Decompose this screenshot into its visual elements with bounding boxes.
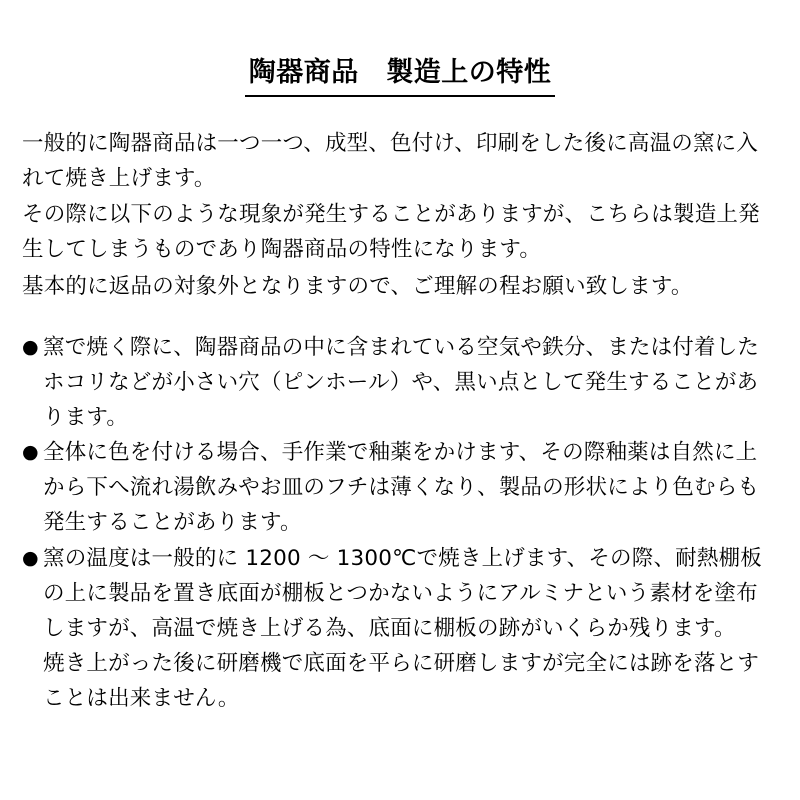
intro-section xyxy=(22,127,778,305)
bullet-marker-icon: ● xyxy=(22,335,39,358)
list-item-text: 全体に色を付ける場合、手作業で釉薬をかけます、その際釉薬は自然に上から下へ流れ湯飲みやお皿のフチは薄くなり、製品の形状により色むらも発生することがあります。 xyxy=(43,440,760,536)
list-item xyxy=(22,542,778,646)
list-item xyxy=(22,331,778,435)
page-title: 陶器商品 製造上の特性 xyxy=(245,56,556,97)
page-title-wrap xyxy=(22,56,778,97)
list-item-text: 窯の温度は一般的に 1200 〜 1300℃で焼き上げます、その際、耐熱棚板の上に製品を置き底面が棚板とつかないようにアルミナという素材を塗布しますが、高温で焼き上げる為、底面に棚板の跡がいくらか残ります。 xyxy=(43,545,762,641)
intro-paragraph-3: 基本的に返品の対象外となりますので、ご理解の程お願い致します。 xyxy=(22,274,693,300)
intro-paragraph-2: その際に以下のような現象が発生することがありますが、こちらは製造上発生してしまうものであり陶器商品の特性になります。 xyxy=(22,202,760,263)
bullet-list xyxy=(22,331,778,717)
bullet-marker-icon: ● xyxy=(22,441,39,464)
bullet-marker-icon: ● xyxy=(22,546,39,569)
intro-paragraph-1: 一般的に陶器商品は一つ一つ、成型、色付け、印刷をした後に高温の窯に入れて焼き上げます。 xyxy=(22,130,759,191)
closing-paragraph: 焼き上がった後に研磨機で底面を平らに研磨しますが完全には跡を落とすことは出来ません。 xyxy=(43,651,760,712)
list-item xyxy=(22,436,778,540)
list-item-text: 窯で焼く際に、陶器商品の中に含まれている空気や鉄分、または付着したホコリなどが小さい穴（ピンホール）や、黒い点として発生することがあります。 xyxy=(43,334,760,430)
